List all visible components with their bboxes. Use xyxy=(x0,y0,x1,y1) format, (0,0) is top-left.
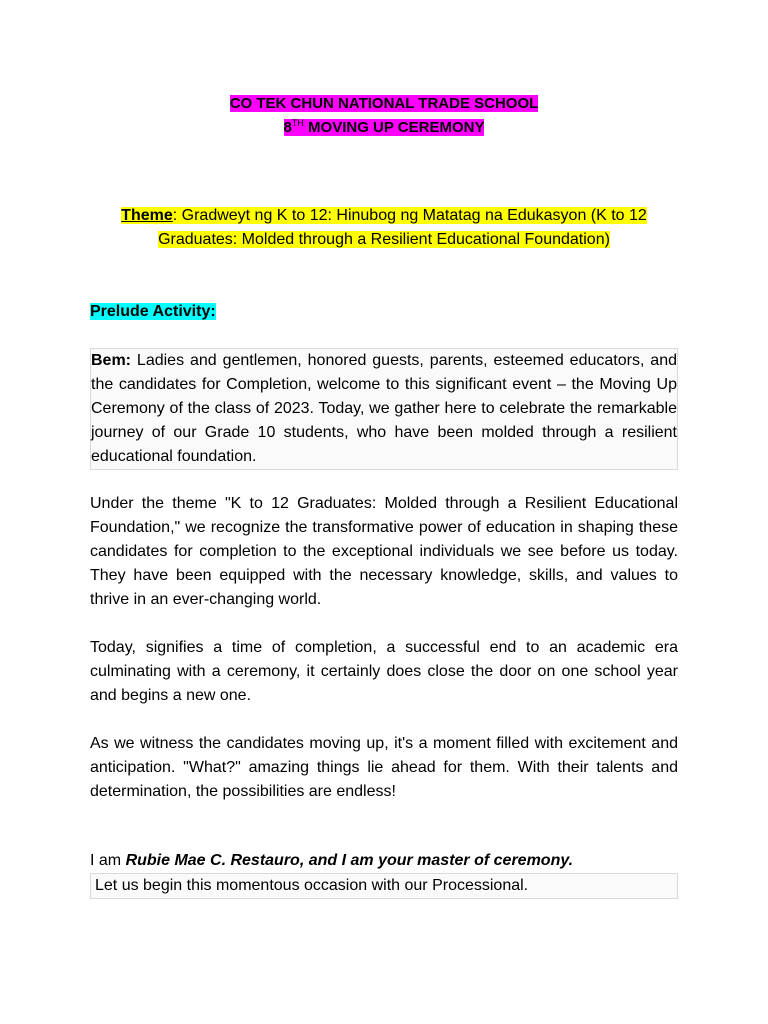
ceremony-line xyxy=(90,116,678,140)
ceremony-title-highlight xyxy=(284,119,485,136)
under-theme-paragraph: Under the theme "K to 12 Graduates: Molded through a Resilient Educational Foundation," we recognize the transformative power of education in shaping these candidates for completion to the exceptional individuals we see before us today. They have been equipped with the necessary knowledge, skills, and values to thrive in an ever-changing world. xyxy=(90,495,678,608)
master-of-ceremony-line xyxy=(90,849,678,873)
prelude-heading: Prelude Activity: xyxy=(90,303,216,320)
bem-speaker: Bem: xyxy=(91,352,132,369)
today-paragraph: Today, signifies a time of completion, a successful end to an academic era culminating with a ceremony, it certainly does close the door on one school year and begins a new one. xyxy=(90,639,678,704)
ceremony-ordinal-suffix: TH xyxy=(291,118,304,128)
school-name: CO TEK CHUN NATIONAL TRADE SCHOOL xyxy=(229,95,539,112)
bem-text: Ladies and gentlemen, honored guests, parents, esteemed educators, and the candidates for Completion, welcome to this significant event – the Moving Up Ceremony of the class of 2023. Today, we gather here to celebrate the remarkable journey of our Grade 10 students, who have been molded through a resilient educational foundation. xyxy=(91,352,677,465)
title-block xyxy=(90,92,678,140)
theme-highlight xyxy=(121,207,647,248)
theme-text: : Gradweyt ng K to 12: Hinubog ng Matatag na Edukasyon (K to 12 Graduates: Molded through a Resilient Educational Foundation) xyxy=(158,207,647,248)
ceremony-title: MOVING UP CEREMONY xyxy=(303,119,485,136)
prelude-heading-line xyxy=(90,300,678,324)
iam-prefix: I am xyxy=(90,852,126,869)
theme-paragraph xyxy=(90,204,678,252)
document-page xyxy=(90,92,678,899)
processional-line: Let us begin this momentous occasion with our Processional. xyxy=(90,873,678,899)
theme-label: Theme xyxy=(121,207,173,224)
school-name-line xyxy=(90,92,678,116)
bem-paragraph xyxy=(90,348,678,470)
ceremony-number: 8 xyxy=(283,119,292,136)
master-of-ceremony-name: Rubie Mae C. Restauro, and I am your master of ceremony. xyxy=(125,852,574,869)
witness-paragraph: As we witness the candidates moving up, it's a moment filled with excitement and anticipation. "What?" amazing things lie ahead for them. With their talents and determination, the possibilities are endless! xyxy=(90,735,678,800)
